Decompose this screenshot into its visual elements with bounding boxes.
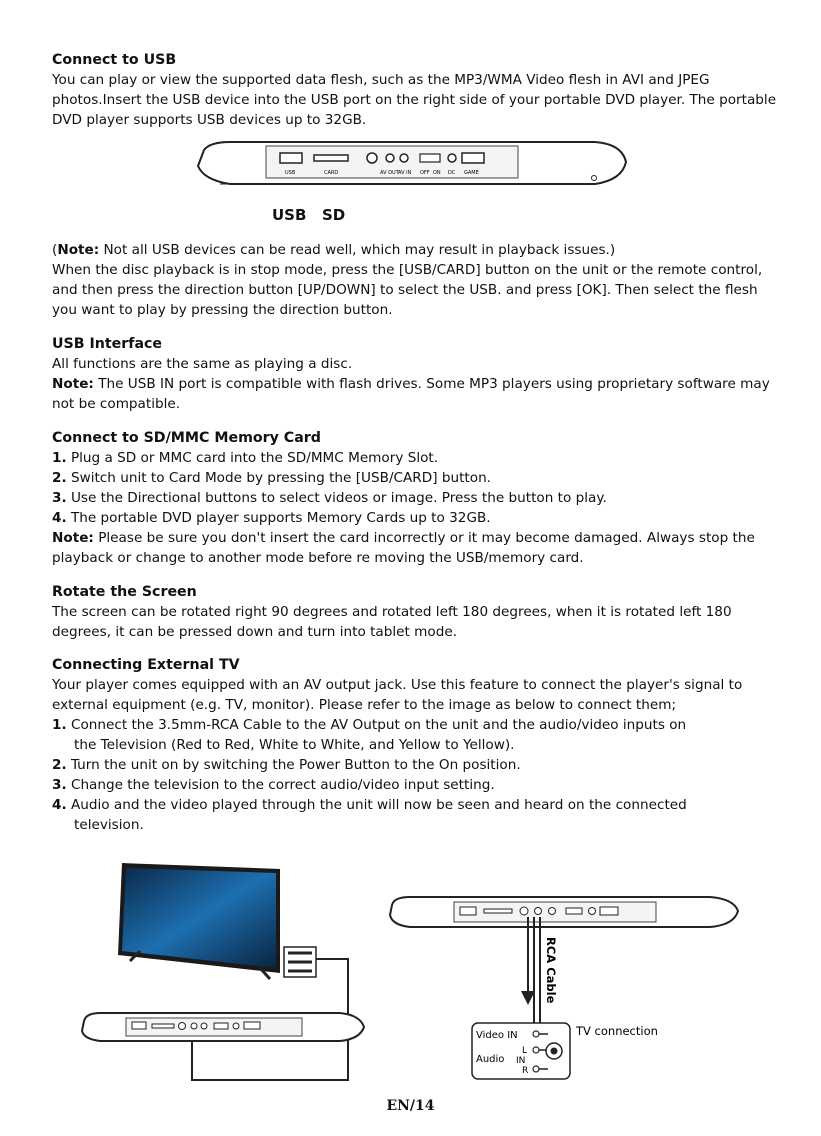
step-text: Use the Directional buttons to select videos or image. Press the button to play. [66, 490, 607, 506]
step-text: Connect the 3.5mm-RCA Cable to the AV Output on the unit and the audio/video inputs on [66, 717, 687, 733]
port-label-off: OFF [420, 170, 430, 176]
section-external-tv [52, 655, 782, 835]
callout-usb: USB [272, 206, 307, 224]
step-number: 2. [52, 757, 67, 773]
arrow-down-icon [521, 991, 535, 1005]
rca-plugs-icon [284, 947, 316, 977]
step-text: The portable DVD player supports Memory Cards up to 32GB. [66, 510, 491, 526]
note-text: Please be sure you don't insert the card incorrectly or it may become damaged. Always stop the playback or change to another mode before re moving the USB/memory card. [52, 530, 755, 566]
port-label-av-in: AV IN [398, 170, 412, 176]
step-text: Audio and the video played through the unit will now be seen and heard on the connected [66, 797, 687, 813]
tv-connection-diagram [70, 855, 770, 1090]
dvd-player-right [390, 897, 738, 927]
note-text: Not all USB devices can be read well, which may result in playback issues.) [99, 242, 616, 258]
dvd-player-side-diagram [190, 136, 630, 196]
page-number: EN/14 [386, 1098, 435, 1114]
list-item [52, 448, 782, 468]
tv-connection-label: TV connection [576, 1024, 658, 1038]
port-label-dc: DC [448, 170, 456, 176]
list-item [52, 488, 782, 508]
note-sd-card [52, 528, 782, 568]
list-item [52, 715, 782, 735]
section-note-usb [52, 240, 782, 320]
paragraph-rotate-screen: The screen can be rotated right 90 degrees and rotated left 180 degrees, when it is rotated left 180 degrees, it can be pressed down and turn into tablet mode. [52, 604, 732, 640]
paragraph-usb-playback: When the disc playback is in stop mode, press the [USB/CARD] button on the unit or the remote control, and then press the direction button [UP/DOWN] to select the USB. and press [OK]. Then select the flesh you want to play by pressing the direction button. [52, 262, 763, 318]
note-usb-interface [52, 374, 782, 414]
step-text: Switch unit to Card Mode by pressing the [USB/CARD] button. [66, 470, 492, 486]
paragraph-connect-usb: You can play or view the supported data flesh, such as the MP3/WMA Video flesh in AVI and JPEG photos.Insert the USB device into the USB port on the right side of your portable DVD player. The portable DVD player supports USB devices up to 32GB. [52, 72, 777, 128]
heading-external-tv: Connecting External TV [52, 657, 240, 673]
list-item-continuation: the Television (Red to Red, White to White, and Yellow to Yellow). [74, 737, 515, 753]
section-usb-interface [52, 334, 782, 414]
note-line [52, 240, 782, 260]
note-label: Note: [57, 242, 100, 258]
callout-sd: SD [322, 206, 346, 224]
list-item [52, 755, 782, 775]
step-number: 1. [52, 717, 67, 733]
television-image [118, 863, 280, 979]
step-number: 3. [52, 777, 67, 793]
step-text: Plug a SD or MMC card into the SD/MMC Memory Slot. [66, 450, 439, 466]
audio-in-label: IN [516, 1056, 526, 1066]
audio-label: Audio [476, 1054, 505, 1065]
list-item [52, 775, 782, 795]
list-item [52, 795, 782, 815]
port-label-card: CARD [324, 170, 339, 176]
rca-cable-label: RCA Cable [544, 937, 558, 1004]
list-item-continuation: television. [74, 817, 144, 833]
port-label-usb: USB [285, 170, 296, 176]
section-rotate-screen [52, 582, 782, 642]
port-label-game: GAME [464, 170, 479, 176]
heading-connect-usb: Connect to USB [52, 52, 177, 68]
audio-l-label: L [522, 1046, 528, 1056]
note-label: Note: [52, 376, 94, 392]
step-number: 1. [52, 450, 67, 466]
step-number: 3. [52, 490, 67, 506]
step-number: 4. [52, 510, 67, 526]
port-label-av-out: AV OUT [380, 170, 399, 176]
video-in-label: Video IN [476, 1030, 518, 1041]
note-text: The USB IN port is compatible with flash drives. Some MP3 players using proprietary software may not be compatible. [52, 376, 770, 412]
audio-r-label: R [522, 1066, 529, 1076]
step-text: Change the television to the correct audio/video input setting. [66, 777, 495, 793]
step-text: Turn the unit on by switching the Power Button to the On position. [66, 757, 521, 773]
heading-sd-card: Connect to SD/MMC Memory Card [52, 430, 321, 446]
step-number: 4. [52, 797, 67, 813]
section-connect-usb [52, 50, 782, 130]
heading-usb-interface: USB Interface [52, 336, 163, 352]
section-sd-card [52, 428, 782, 568]
list-item [52, 508, 782, 528]
list-item [52, 468, 782, 488]
paragraph-usb-interface: All functions are the same as playing a disc. [52, 356, 353, 372]
step-number: 2. [52, 470, 67, 486]
note-label: Note: [52, 530, 94, 546]
paragraph-external-tv: Your player comes equipped with an AV output jack. Use this feature to connect the player's signal to external equipment (e.g. TV, monitor). Please refer to the image as below to connect them; [52, 677, 743, 713]
note-open-paren: ( [52, 242, 58, 258]
port-label-on: ON [433, 170, 441, 176]
dvd-player-bottom-left [82, 1013, 364, 1041]
heading-rotate-screen: Rotate the Screen [52, 584, 197, 600]
